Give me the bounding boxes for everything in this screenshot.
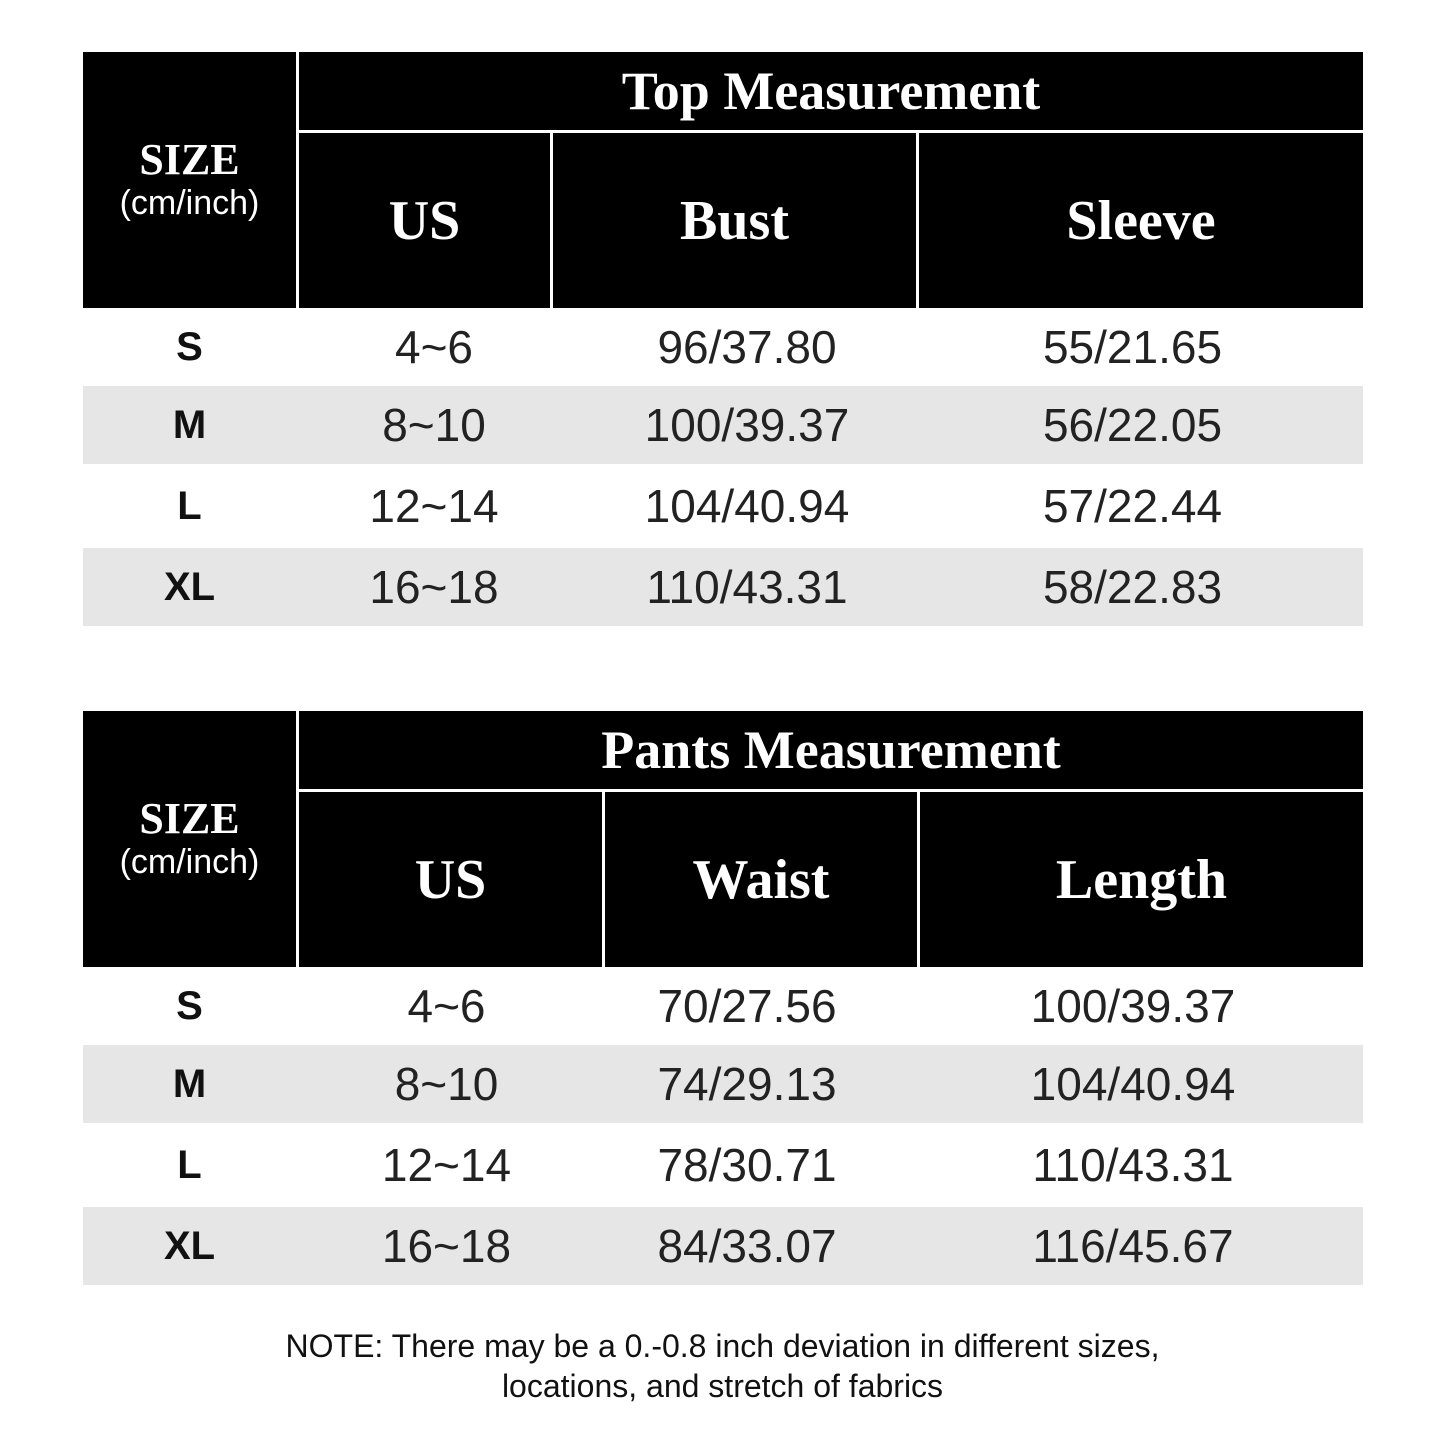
waist-cell: 84/33.07	[657, 1220, 837, 1272]
column-header-waist: Waist	[692, 848, 830, 911]
column-header-bust: Bust	[680, 189, 789, 252]
us-cell: 12~14	[369, 480, 499, 532]
column-header-us: US	[414, 848, 487, 911]
table-title: Top Measurement	[621, 61, 1041, 121]
sleeve-cell: 58/22.83	[1042, 561, 1223, 613]
deviation-note	[0, 1326, 1445, 1406]
bust-cell: 110/43.31	[646, 561, 848, 613]
length-cell: 116/45.67	[1032, 1220, 1234, 1272]
length-cell: 110/43.31	[1032, 1139, 1234, 1191]
bust-cell: 104/40.94	[644, 480, 850, 532]
table-row	[83, 464, 1363, 548]
table-row	[83, 386, 1363, 464]
top-measurement-table	[83, 52, 1363, 626]
us-cell: 16~18	[381, 1220, 512, 1272]
us-cell: 4~6	[407, 980, 486, 1032]
size-header	[83, 711, 296, 967]
size-label: SIZE	[139, 794, 240, 843]
size-unit: (cm/inch)	[119, 184, 260, 222]
size-label: SIZE	[139, 135, 240, 184]
length-cell: 104/40.94	[1030, 1058, 1236, 1110]
size-cell: M	[172, 402, 207, 447]
size-cell: L	[177, 483, 202, 528]
us-cell: 8~10	[394, 1058, 499, 1110]
sleeve-cell: 56/22.05	[1042, 399, 1223, 451]
pants-measurement-table	[83, 711, 1363, 1285]
size-cell: L	[177, 1142, 202, 1187]
size-cell: M	[172, 1061, 207, 1106]
sleeve-cell: 57/22.44	[1042, 480, 1223, 532]
size-cell: S	[176, 983, 203, 1028]
table-row	[83, 1045, 1363, 1123]
us-cell: 4~6	[394, 321, 474, 373]
waist-cell: 70/27.56	[657, 980, 837, 1032]
column-header-length: Length	[1055, 848, 1228, 911]
column-header-sleeve: Sleeve	[1066, 189, 1216, 252]
us-cell: 8~10	[382, 399, 486, 451]
us-cell: 12~14	[381, 1139, 512, 1191]
table-row	[83, 1207, 1363, 1285]
waist-cell: 74/29.13	[657, 1058, 837, 1110]
size-cell: S	[176, 324, 203, 369]
sleeve-cell: 55/21.65	[1042, 321, 1223, 373]
table-header	[83, 711, 1363, 967]
bust-cell: 96/37.80	[657, 321, 837, 373]
size-unit: (cm/inch)	[119, 843, 260, 881]
size-cell: XL	[163, 564, 216, 609]
length-cell: 100/39.37	[1030, 980, 1236, 1032]
size-cell: XL	[163, 1223, 216, 1268]
table-row	[83, 308, 1363, 386]
note-line-2: locations, and stretch of fabrics	[501, 1368, 944, 1404]
us-cell: 16~18	[369, 561, 499, 613]
table-header	[83, 52, 1363, 308]
waist-cell: 78/30.71	[657, 1139, 837, 1191]
note-line-1: NOTE: There may be a 0.-0.8 inch deviation in different sizes,	[285, 1328, 1160, 1364]
size-header	[83, 52, 296, 308]
table-title: Pants Measurement	[601, 720, 1061, 780]
bust-cell: 100/39.37	[644, 399, 850, 451]
table-row	[83, 967, 1363, 1045]
table-row	[83, 1123, 1363, 1207]
table-row	[83, 548, 1363, 626]
column-header-us: US	[388, 189, 461, 252]
